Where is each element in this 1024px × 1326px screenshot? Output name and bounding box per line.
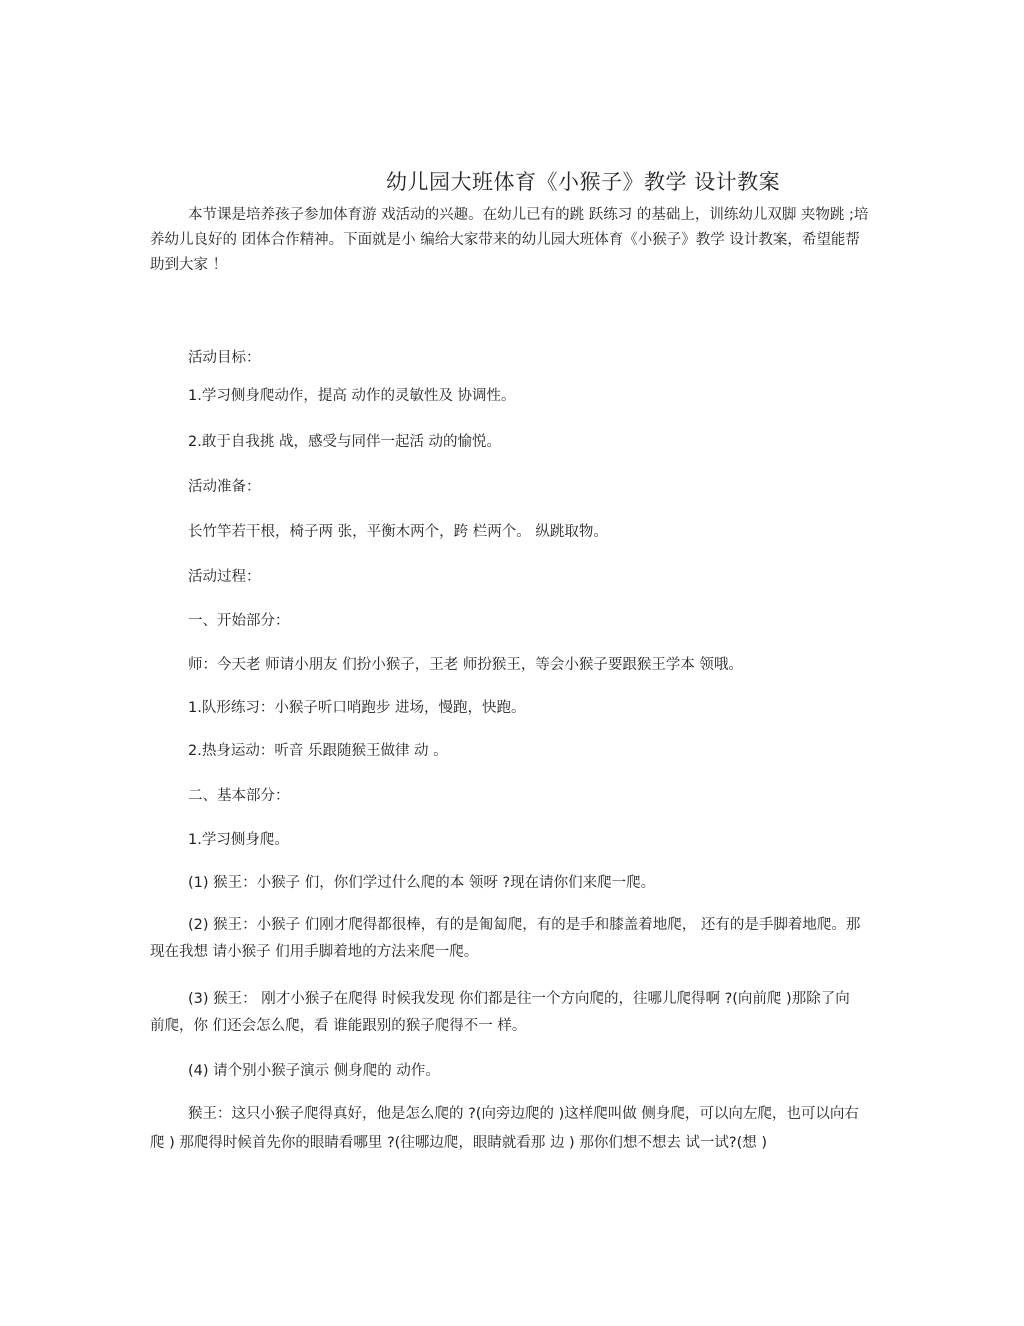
monkey-king-speech: 猴王：这只小猴子爬得真好，他是怎么爬的 ?(向旁边爬的 )这样爬叫做 侧身爬，可以向左爬，也可以向右爬 ) 那爬得时候首先你的眼睛看哪里 ?(往哪边爬，眼睛就看那 边 ) 那你们想不想去 试一试?(想 ) — [150, 1106, 859, 1151]
heading-activity-process: 活动过程： — [188, 569, 261, 585]
section-opening: 一、开始部分： — [188, 613, 290, 629]
step-2: (2) 猴王：小猴子 们刚才爬得都很棒，有的是匍匐爬，有的是手和膝盖着地爬， 还有的是手脚着地爬。那 现在我想 请小猴子 们用手脚着地的方法来爬一爬。 — [150, 917, 861, 960]
step-1: (1) 猴王：小猴子 们，你们学过什么爬的本 领呀 ?现在请你们来爬一爬。 — [188, 875, 656, 891]
formation-practice: 1.队形练习：小猴子听口哨跑步 进场，慢跑，快跑。 — [188, 700, 526, 716]
goal-item-1: 1.学习侧身爬动作，提高 动作的灵敏性及 协调性。 — [188, 388, 516, 404]
document-title: 幼儿园大班体育《小猴子》教学 设计教案 — [386, 170, 781, 194]
goal-item-2: 2.敢于自我挑 战，感受与同伴一起活 动的愉悦。 — [188, 434, 502, 450]
learn-side-crawl: 1.学习侧身爬。 — [188, 832, 289, 848]
heading-activity-goals: 活动目标： — [188, 350, 261, 366]
teacher-speech: 师：今天老 师请小朋友 们扮小猴子，王老 师扮猴王，等会小猴子要跟猴王学本 领哦。 — [188, 657, 743, 673]
preparation-text: 长竹竿若干根，椅子两 张，平衡木两个，跨 栏两个。 纵跳取物。 — [188, 524, 608, 540]
section-basic: 二、基本部分： — [188, 788, 290, 804]
step-3: (3) 猴王： 刚才小猴子在爬得 时候我发现 你们都是往一个方向爬的，往哪儿爬得啊 ?(向前爬 )那除了向前爬，你 们还会怎么爬，看 谁能跟别的猴子爬得不一 样。 — [150, 991, 850, 1034]
step-4: (4) 请个别小猴子演示 侧身爬的 动作。 — [188, 1063, 440, 1079]
heading-activity-preparation: 活动准备： — [188, 479, 261, 495]
intro-paragraph: 本节课是培养孩子参加体育游 戏活动的兴趣。在幼儿已有的跳 跃练习 的基础上，训练幼儿双脚 夹物跳 ;培养幼儿良好的 团体合作精神。下面就是小 编给大家带来的幼儿园大班体育《小猴子》教学 设计教案，希望能帮助到大家 ！ — [150, 207, 869, 273]
warmup-exercise: 2.热身运动：听音 乐跟随猴王做律 动 。 — [188, 743, 448, 759]
